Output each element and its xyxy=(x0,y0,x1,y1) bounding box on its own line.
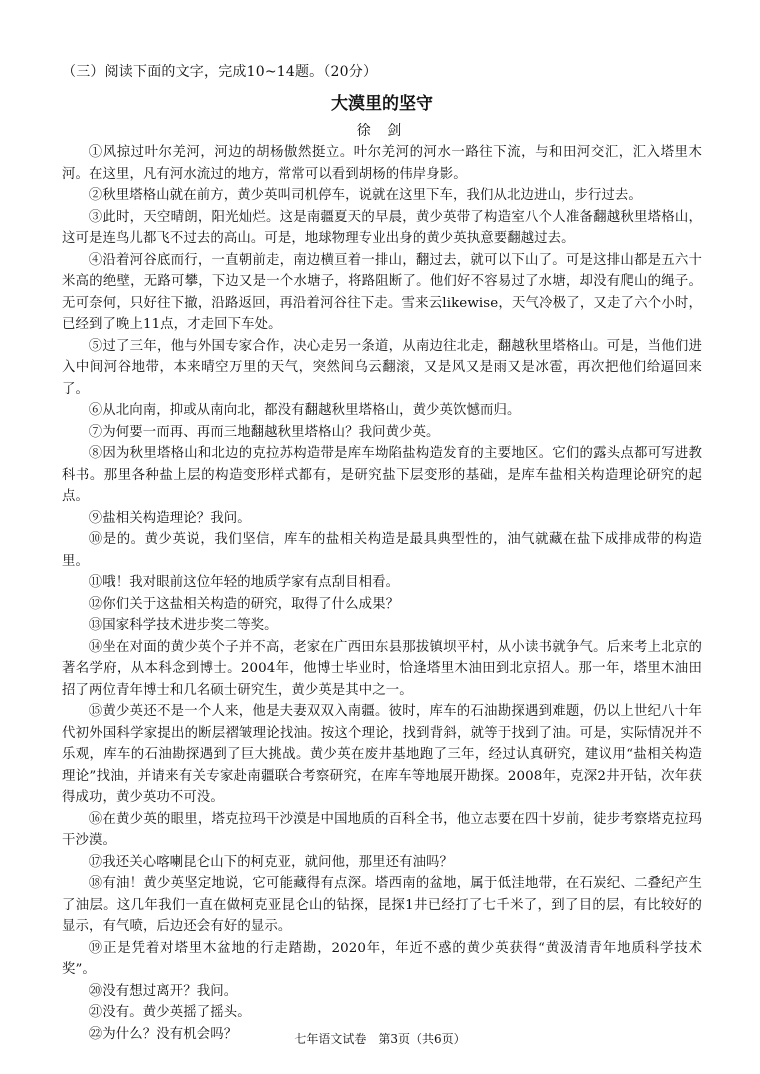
page-content xyxy=(62,62,702,1045)
paragraph: ③此时，天空晴朗，阳光灿烂。这是南疆夏天的早晨，黄少英带了构造室八个人准备翻越秋里塔格山，这可是连鸟儿都飞不过去的高山。可是，地球物理专业出身的黄少英执意要翻越过去。 xyxy=(62,209,702,246)
article-body xyxy=(62,142,702,1045)
paragraph: ⑫你们关于这盐相关构造的研究，取得了什么成果？ xyxy=(88,596,400,612)
paragraph: ㉒为什么？没有机会吗？ xyxy=(88,1026,238,1042)
article-author: 徐 剑 xyxy=(356,123,408,139)
paragraph: ⑮黄少英还不是一个人来，他是夫妻双双入南疆。彼时，库车的石油勘探遇到难题，仍以上世纪八十年代初外国科学家提出的断层褶皱理论找油。按这个理论，找到背斜，就等于找到了油。可是，实际情况并不乐观，库车的石油勘探遇到了巨大挑战。黄少英在废井基地跑了三年，经过认真研究，建议用“盐相关构造理论”找油，并请来有关专家赴南疆联合考察研究，在库车等地展开勘探。2008年，克深2井开钻，次年获得成功，黄少英功不可没。 xyxy=(62,704,702,805)
paragraph: ⑧因为秋里塔格山和北边的克拉苏构造带是库车坳陷盐构造发育的主要地区。它们的露头点都可写进教科书。那里各种盐上层的构造变形样式都有，是研究盐下层变形的基础，是库车盐相关构造理论研究的起点。 xyxy=(62,446,702,504)
section-heading: （三）阅读下面的文字，完成10~14题。（20分） xyxy=(62,64,378,80)
paragraph: ⑱有油！黄少英坚定地说，它可能藏得有点深。塔西南的盆地，属于低洼地带，在石炭纪、二叠纪产生了油层。这几年我们一直在做柯克亚昆仑山的钻探，昆探1井已经打了七千米了，到了目的层，有比较好的显示，有气喷，后边还会有好的显示。 xyxy=(62,876,702,934)
paragraph: ⑪哦！我对眼前这位年轻的地质学家有点刮目相看。 xyxy=(88,575,400,590)
paragraph: ⑥从北向南，抑或从南向北，都没有翻越秋里塔格山，黄少英饮憾而归。 xyxy=(88,403,521,418)
paragraph: ⑭坐在对面的黄少英个子并不高，老家在广西田东县那拔镇坝平村，从小读书就争气。后来考上北京的著名学府，从本科念到博士。2004年，他博士毕业时，恰逢塔里木油田到北京招人。那一年，塔里木油田招了两位青年博士和几名硕士研究生，黄少英是其中之一。 xyxy=(62,639,702,698)
paragraph: ㉑没有。黄少英摇了摇头。 xyxy=(88,1005,251,1020)
paragraph: ⑦为何要一而再、再而三地翻越秋里塔格山？我问黄少英。 xyxy=(88,424,440,440)
paragraph: ⑨盐相关构造理论？我问。 xyxy=(88,510,251,526)
paragraph: ⑬国家科学技术进步奖二等奖。 xyxy=(88,618,278,633)
page-footer: 七年语文试卷 第3页（共6页） xyxy=(294,1032,466,1046)
paragraph: ④沿着河谷底而行，一直朝前走，南边横亘着一排山，翻过去，就可以下山了。可是这排山都是五六十米高的绝壁，无路可攀，下边又是一个水塘子，将路阻断了。他们好不容易过了水塘，却没有爬山的绳子。无可奈何，只好往下撤，沿路返回，再沿着河谷往下走。雪来云likewise，天气冷极了，又走了六个小时，已经到了晚上11点，才走回下车处。 xyxy=(62,252,702,332)
paragraph: ⑩是的。黄少英说，我们坚信，库车的盐相关构造是最具典型性的，油气就藏在盐下成排成带的构造里。 xyxy=(62,532,702,569)
paragraph: ②秋里塔格山就在前方，黄少英叫司机停车，说就在这里下车，我们从北边进山，步行过去。 xyxy=(88,188,642,203)
paragraph: ⑤过了三年，他与外国专家合作，决心走另一条道，从南边往北走，翻越秋里塔格山。可是，当他们进入中间河谷地带，本来晴空万里的天气，突然间乌云翻滚，又是风又是雨又是冰雹，再次把他们给逼回来了。 xyxy=(62,338,702,397)
paragraph: ⑲正是凭着对塔里木盆地的行走踏勘，2020年，年近不惑的黄少英获得“黄汲清青年地质科学技术奖”。 xyxy=(62,940,702,977)
paragraph: ①风掠过叶尔羌河，河边的胡杨傲然挺立。叶尔羌河的河水一路往下流，与和田河交汇，汇入塔里木河。在这里，凡有河水流过的地方，常常可以看到胡杨的伟岸身影。 xyxy=(62,145,702,182)
paragraph: ⑯在黄少英的眼里，塔克拉玛干沙漠是中国地质的百科全书，他立志要在四十岁前，徒步考察塔克拉玛干沙漠。 xyxy=(62,811,702,848)
article-title: 大漠里的坚守 xyxy=(331,94,433,114)
paragraph: ⑰我还关心喀喇昆仑山下的柯克亚，就问他，那里还有油吗？ xyxy=(88,854,454,870)
paragraph: ⑳没有想过离开？我问。 xyxy=(88,983,238,999)
